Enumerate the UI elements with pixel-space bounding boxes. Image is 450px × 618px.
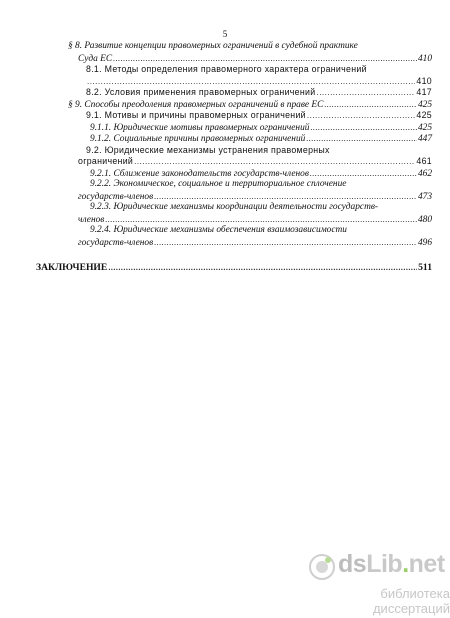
toc-entry-title: 9.1.2. Социальные причины правомерных ограничений: [90, 134, 306, 144]
toc-entry[interactable]: [68, 191, 432, 203]
dot-leader: [108, 262, 417, 274]
dot-leader: [324, 99, 417, 111]
table-of-contents: [36, 41, 432, 274]
dslib-logo-icon: [308, 553, 336, 581]
toc-entry-page: 511: [418, 262, 432, 273]
toc-entry-title: членов: [78, 214, 105, 225]
toc-entry-title: 8.1. Методы определения правомерного характера ограничений: [86, 64, 367, 74]
toc-entry-title: Суда ЕС: [78, 53, 113, 64]
toc-entry-title: 9.2.2. Экономическое, социальное и территориальное сплочение: [90, 179, 347, 189]
toc-spacer: [68, 248, 432, 262]
dslib-tagline: библиотека диссертаций: [372, 586, 450, 616]
dot-leader: [310, 122, 416, 134]
toc-entry-title: 9.2. Юридические механизмы устранения правомерных: [86, 144, 330, 155]
toc-entry[interactable]: [68, 168, 432, 180]
toc-entry-title: ЗАКЛЮЧЕНИЕ: [36, 262, 108, 273]
dslib-logo-text: dsLib.net: [338, 550, 445, 578]
dot-leader: [134, 156, 415, 168]
toc-entry-page: 425: [416, 110, 432, 120]
toc-entry-title: государств-членов: [78, 237, 154, 248]
toc-entry-page: 473: [417, 191, 432, 202]
toc-entry-title: 9.2.3. Юридические механизмы координации деятельности государств-: [90, 202, 379, 212]
toc-entry-page: 462: [417, 168, 432, 179]
toc-entry[interactable]: [68, 64, 432, 76]
toc-entry-page: 410: [416, 75, 432, 86]
toc-entry-title: 9.2.1. Сближение законодательств государств-членов: [90, 168, 309, 179]
dot-leader: [307, 110, 416, 122]
dslib-watermark[interactable]: [302, 545, 450, 615]
toc-entry[interactable]: [68, 237, 432, 249]
toc-entry-title: государств-членов: [78, 191, 154, 202]
toc-entry[interactable]: [68, 41, 432, 53]
toc-entry[interactable]: [68, 225, 432, 237]
dot-leader: [306, 133, 417, 145]
toc-entry[interactable]: [68, 87, 432, 99]
dot-leader: [154, 237, 417, 249]
toc-entry[interactable]: [68, 145, 432, 157]
toc-entry[interactable]: [68, 99, 432, 111]
toc-entry-title: § 9. Способы преодоления правомерных ограничений в праве ЕС: [68, 99, 324, 110]
toc-entry-title: 8.2. Условия применения правомерных ограничений: [86, 87, 316, 97]
toc-entry-title: § 8. Развитие концепции правомерных ограничений в судебной практике: [68, 41, 358, 51]
toc-entry-page: 417: [416, 87, 432, 97]
toc-entry-title: 9.1. Мотивы и причины правомерных ограничений: [86, 110, 306, 120]
toc-entry[interactable]: [68, 76, 432, 88]
toc-entry-page: 425: [417, 122, 432, 133]
dot-leader: [154, 191, 417, 203]
dot-leader: [310, 168, 417, 180]
page-number: 5: [222, 29, 228, 39]
toc-entry-page: 447: [417, 134, 432, 144]
toc-entry[interactable]: [68, 122, 432, 134]
toc-entry[interactable]: [68, 156, 432, 168]
dot-leader: [316, 87, 415, 99]
toc-entry[interactable]: [68, 110, 432, 122]
dot-leader: [87, 76, 415, 88]
toc-entry[interactable]: [68, 214, 432, 226]
toc-entry-page: 461: [416, 156, 432, 166]
dot-leader: [105, 214, 417, 226]
toc-entry-conclusion[interactable]: [36, 262, 432, 274]
toc-entry-page: 496: [417, 237, 432, 248]
toc-entry-title: 9.1.1. Юридические мотивы правомерных ограничений: [90, 122, 310, 133]
toc-entry[interactable]: [68, 53, 432, 65]
toc-entry-title: ограничений: [78, 156, 134, 166]
toc-entry-page: 425: [417, 99, 432, 110]
toc-entry[interactable]: [68, 202, 432, 214]
toc-entry-title: 9.2.4. Юридические механизмы обеспечения взаимозависимости: [90, 225, 347, 235]
toc-entry[interactable]: [68, 133, 432, 145]
toc-entry[interactable]: [68, 179, 432, 191]
dot-leader: [113, 53, 417, 65]
toc-entry-page: 480: [417, 214, 432, 225]
toc-entry-page: 410: [417, 53, 432, 64]
